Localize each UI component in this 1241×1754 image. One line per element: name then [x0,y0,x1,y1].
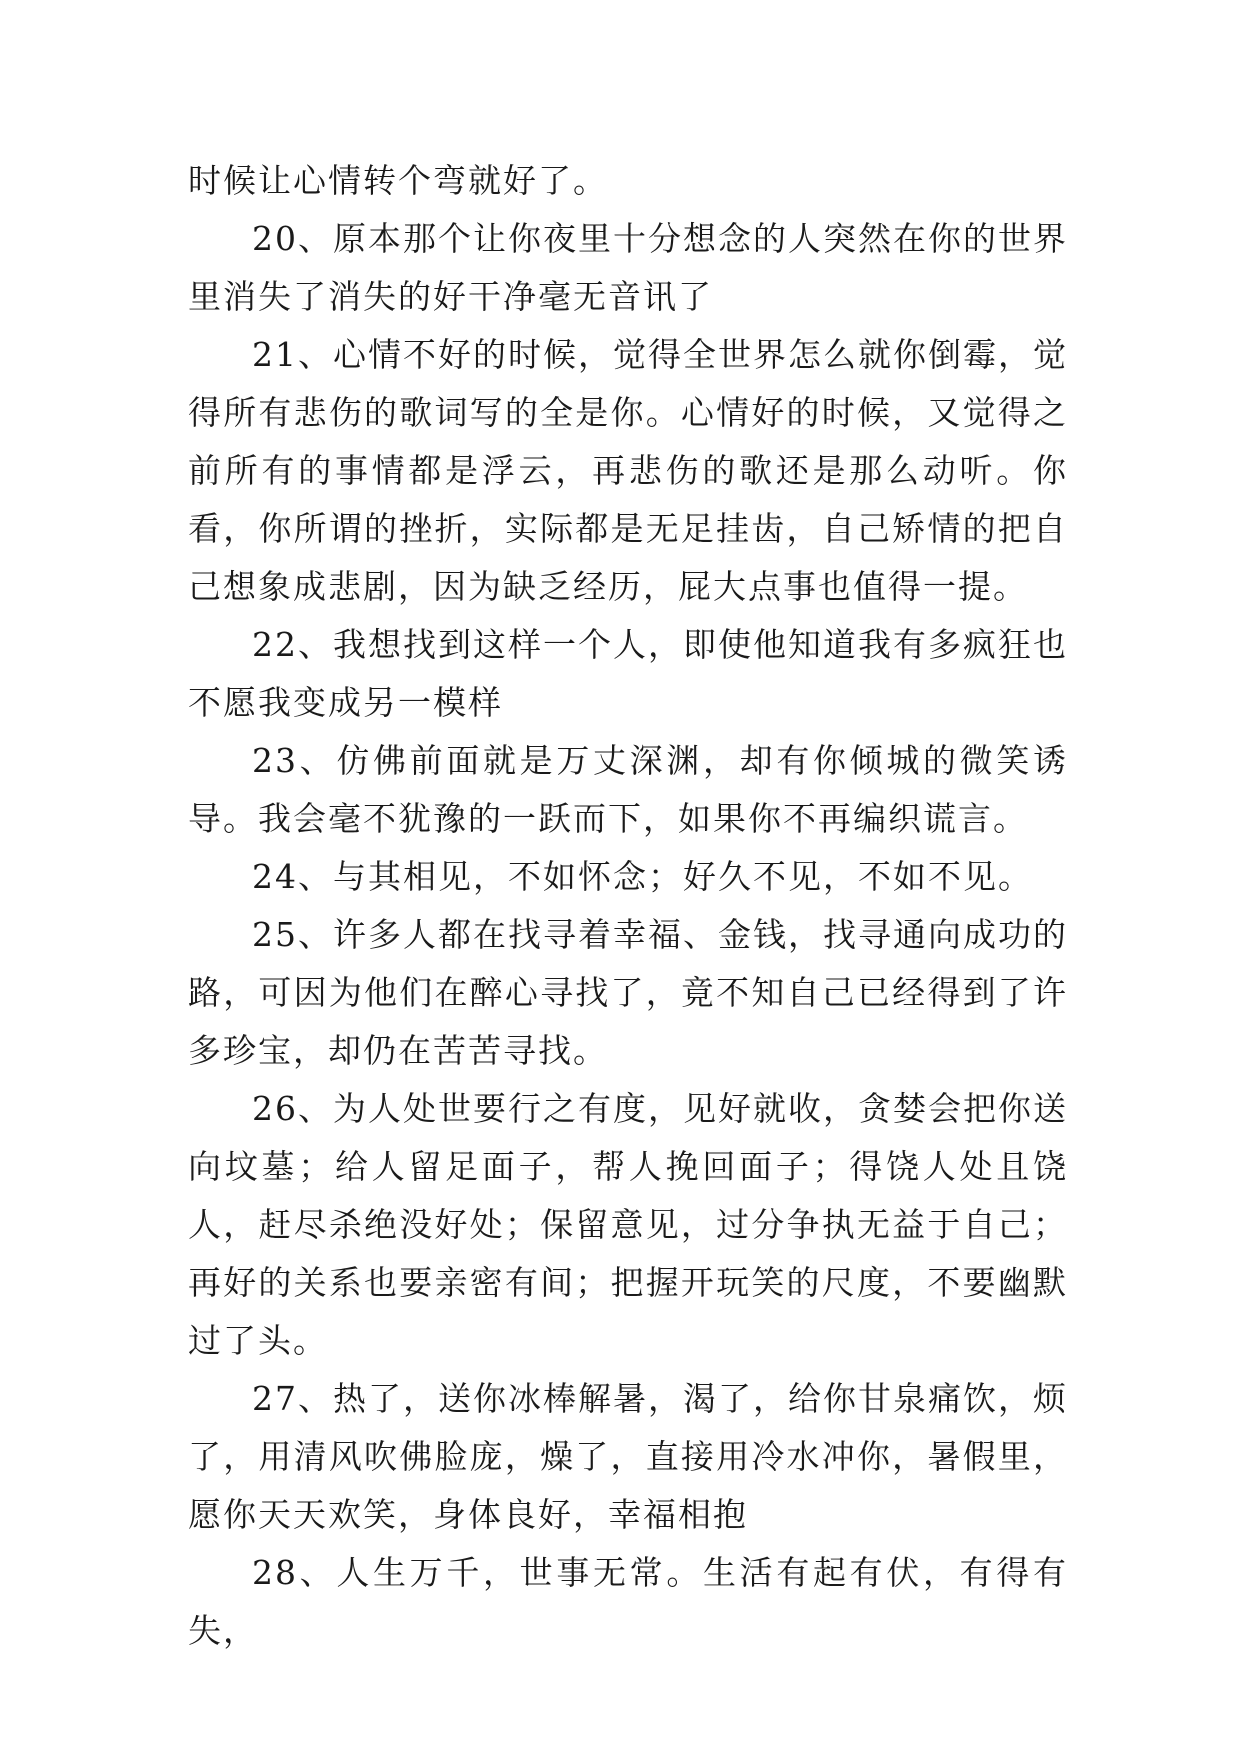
paragraph-item-26: 26、为人处世要行之有度，见好就收，贪婪会把你送向坟墓；给人留足面子，帮人挽回面子；得饶人处且饶人，赶尽杀绝没好处；保留意见，过分争执无益于自己；再好的关系也要亲密有间；把握开玩笑的尺度，不要幽默过了头。 [188,1089,1068,1360]
paragraph-item-27: 27、热了，送你冰棒解暑，渴了，给你甘泉痛饮，烦了，用清风吹佛脸庞，燥了，直接用冷水冲你，暑假里，愿你天天欢笑，身体良好，幸福相抱 [188,1379,1068,1534]
paragraph-item-25: 25、许多人都在找寻着幸福、金钱，找寻通向成功的路，可因为他们在醉心寻找了，竟不知自己已经得到了许多珍宝，却仍在苦苦寻找。 [188,915,1068,1070]
paragraph-item-21: 21、心情不好的时候，觉得全世界怎么就你倒霉，觉得所有悲伤的歌词写的全是你。心情好的时候，又觉得之前所有的事情都是浮云，再悲伤的歌还是那么动听。你看，你所谓的挫折，实际都是无足挂齿，自己矫情的把自己想象成悲剧，因为缺乏经历，屁大点事也值得一提。 [188,335,1068,606]
document-body [188,152,1068,1660]
paragraph-item-24: 24、与其相见，不如怀念；好久不见，不如不见。 [252,857,1033,896]
paragraph-item-20: 20、原本那个让你夜里十分想念的人突然在你的世界里消失了消失的好干净毫无音讯了 [188,219,1068,316]
paragraph-item-22: 22、我想找到这样一个人，即使他知道我有多疯狂也不愿我变成另一模样 [188,625,1068,722]
paragraph-continuation: 时候让心情转个弯就好了。 [188,161,608,200]
paragraph-item-23: 23、仿佛前面就是万丈深渊，却有你倾城的微笑诱导。我会毫不犹豫的一跃而下，如果你不再编织谎言。 [188,741,1068,838]
paragraph-item-28: 28、人生万千，世事无常。生活有起有伏，有得有失， [188,1553,1068,1650]
